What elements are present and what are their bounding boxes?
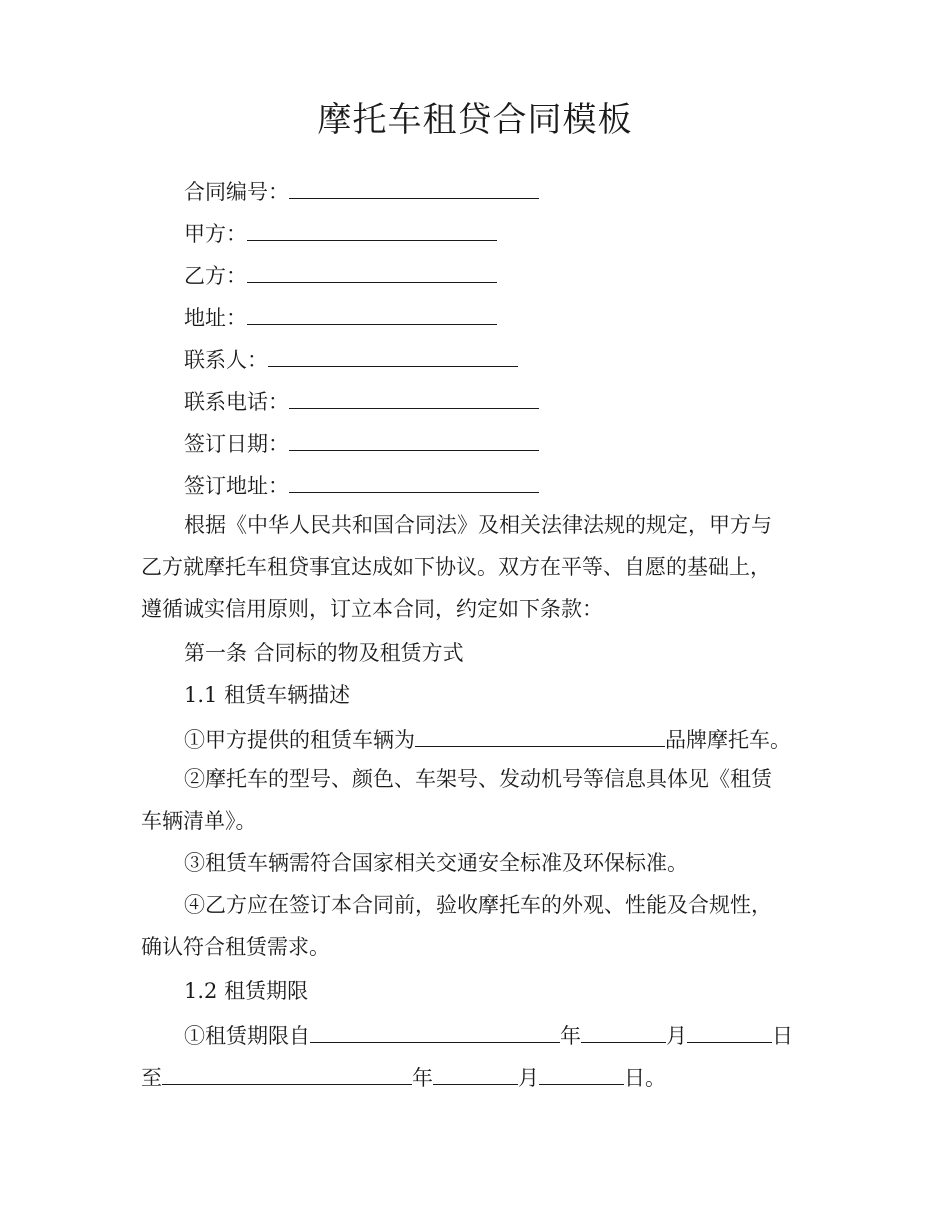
item-text: 品牌摩托车。 — [665, 728, 791, 752]
fill-blank[interactable] — [247, 252, 497, 283]
field-label: 签订地址： — [184, 474, 289, 498]
term-line-1 — [184, 1012, 793, 1057]
item-2-line-2: 车辆清单》。 — [141, 809, 257, 833]
fill-blank[interactable] — [415, 716, 665, 747]
fill-blank[interactable] — [268, 336, 518, 367]
item-3: ③租赁车辆需符合国家相关交通安全标准及环保标准。 — [184, 851, 688, 875]
fill-blank[interactable] — [433, 1054, 518, 1085]
field-party-b — [184, 252, 497, 297]
month-label: 月 — [666, 1024, 687, 1048]
preamble-line-1: 根据《中华人民共和国合同法》及相关法律法规的规定，甲方与 — [184, 513, 772, 537]
fill-blank[interactable] — [539, 1054, 624, 1085]
preamble-line-3: 遵循诚实信用原则，订立本合同，约定如下条款： — [141, 597, 603, 621]
field-label: 甲方： — [184, 222, 247, 246]
term-text: 至 — [141, 1066, 162, 1090]
fill-blank[interactable] — [247, 210, 497, 241]
item-1 — [184, 716, 791, 761]
article-1-heading: 第一条 合同标的物及租赁方式 — [184, 641, 464, 665]
field-phone — [184, 378, 539, 423]
year-label: 年 — [560, 1024, 581, 1048]
field-party-a — [184, 210, 497, 255]
item-text: ①甲方提供的租赁车辆为 — [184, 728, 415, 752]
fill-blank[interactable] — [289, 168, 539, 199]
document-title: 摩托车租贷合同模板 — [317, 100, 633, 140]
field-label: 联系电话： — [184, 390, 289, 414]
fill-blank[interactable] — [289, 378, 539, 409]
day-label: 日 — [772, 1024, 793, 1048]
fill-blank[interactable] — [289, 420, 539, 451]
fill-blank[interactable] — [289, 462, 539, 493]
field-label: 签订日期： — [184, 432, 289, 456]
fill-blank[interactable] — [247, 294, 497, 325]
item-4-line-2: 确认符合租赁需求。 — [141, 935, 330, 959]
section-1-1-heading: 1.1 租赁车辆描述 — [184, 683, 351, 707]
field-label: 联系人： — [184, 348, 268, 372]
section-1-2-heading: 1.2 租赁期限 — [184, 979, 309, 1003]
year-label: 年 — [412, 1066, 433, 1090]
field-label: 乙方： — [184, 264, 247, 288]
term-text: ①租赁期限自 — [184, 1024, 310, 1048]
day-label: 日。 — [624, 1066, 666, 1090]
month-label: 月 — [518, 1066, 539, 1090]
field-sign-place — [184, 462, 539, 507]
field-address — [184, 294, 497, 339]
field-contact — [184, 336, 518, 381]
preamble-line-2: 乙方就摩托车租贷事宜达成如下协议。双方在平等、自愿的基础上， — [141, 555, 771, 579]
term-line-2 — [141, 1054, 666, 1099]
item-4-line-1: ④乙方应在签订本合同前，验收摩托车的外观、性能及合规性， — [184, 893, 772, 917]
item-2-line-1: ②摩托车的型号、颜色、车架号、发动机号等信息具体见《租赁 — [184, 767, 772, 791]
fill-blank[interactable] — [162, 1054, 412, 1085]
fill-blank[interactable] — [581, 1012, 666, 1043]
field-label: 合同编号： — [184, 180, 289, 204]
fill-blank[interactable] — [687, 1012, 772, 1043]
field-sign-date — [184, 420, 539, 465]
fill-blank[interactable] — [310, 1012, 560, 1043]
field-label: 地址： — [184, 306, 247, 330]
field-contract-no — [184, 168, 539, 213]
